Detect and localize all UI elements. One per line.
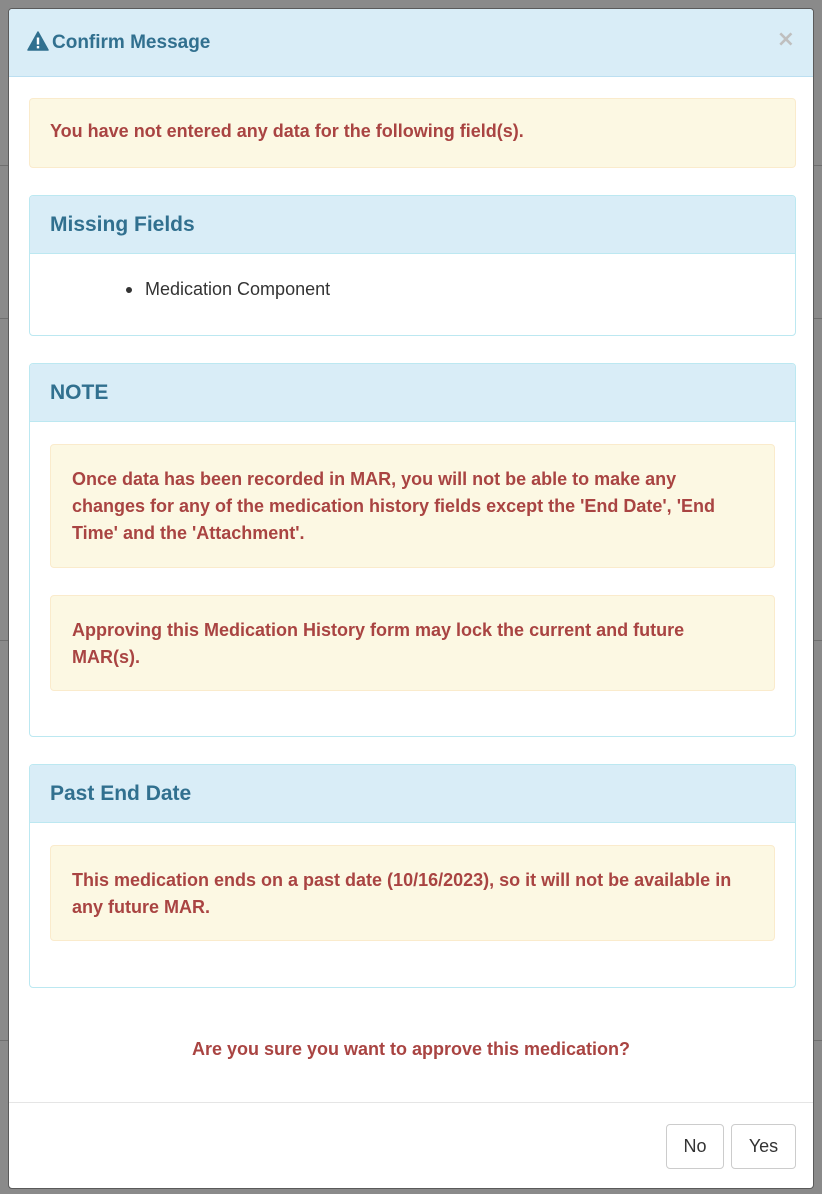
past-end-date-note-text: This medication ends on a past date (10/16/2023), so it will not be available in any future MAR. [72, 870, 732, 917]
missing-data-alert-text: You have not entered any data for the following field(s). [50, 121, 524, 141]
dialog-title: Confirm Message [52, 32, 211, 53]
missing-fields-list [124, 276, 330, 302]
close-button[interactable]: × [776, 27, 795, 52]
yes-button[interactable]: Yes [731, 1124, 796, 1169]
mar-lock-note [50, 444, 775, 568]
note-panel [29, 363, 796, 737]
missing-fields-title: Missing Fields [50, 213, 195, 236]
note-title: NOTE [50, 381, 109, 404]
past-end-date-note [50, 845, 775, 941]
dialog-footer [9, 1102, 813, 1188]
note-panel-heading [30, 364, 795, 422]
approval-lock-note-text: Approving this Medication History form may lock the current and future MAR(s). [72, 620, 685, 667]
missing-data-alert [29, 98, 796, 168]
past-end-date-panel-heading [30, 765, 795, 823]
warning-triangle-icon [27, 31, 49, 51]
past-end-date-panel [29, 764, 796, 988]
past-end-date-title: Past End Date [50, 782, 192, 805]
missing-fields-panel-heading [30, 196, 795, 254]
missing-fields-panel [29, 195, 796, 336]
no-button[interactable]: No [666, 1124, 724, 1169]
list-item: Medication Component [124, 276, 330, 302]
confirm-dialog [8, 8, 814, 1189]
approval-lock-note [50, 595, 775, 691]
dialog-header [9, 9, 813, 77]
mar-lock-note-text: Once data has been recorded in MAR, you will not be able to make any changes for any of the medication history fields except the 'End Date', 'End Time' and the 'Attachment'. [72, 469, 715, 543]
confirm-question: Are you sure you want to approve this medication? [191, 1039, 631, 1059]
